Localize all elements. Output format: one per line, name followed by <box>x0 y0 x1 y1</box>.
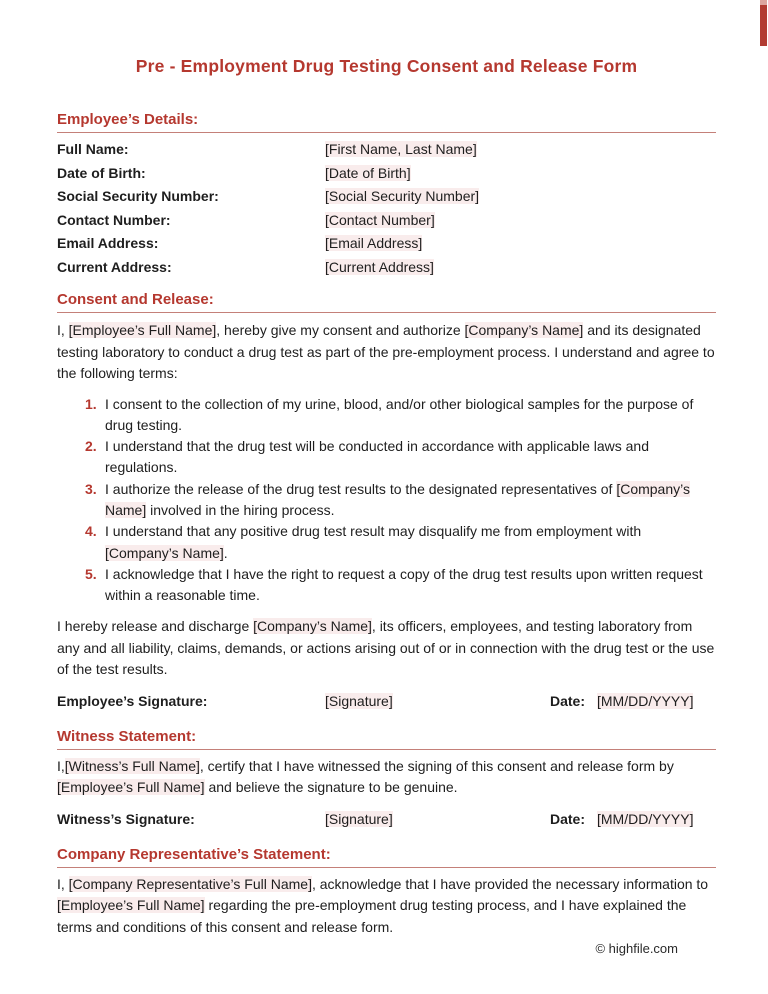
section-heading-employee-details: Employee’s Details: <box>57 111 716 133</box>
detail-row <box>57 256 716 280</box>
inline-placeholder[interactable]: [Company’s Name] <box>105 544 224 561</box>
list-item <box>57 564 716 607</box>
list-item-number: 5. <box>85 565 97 582</box>
field-label: Email Address: <box>57 235 159 251</box>
field-label: Current Address: <box>57 258 172 275</box>
witness-paragraph: I,[Witness’s Full Name], certify that I have witnessed the signing of this consent and release form by [Employee’s Full Name] and believe the signature to be genuine. <box>57 757 674 796</box>
inline-placeholder[interactable]: [Company’s Name] <box>464 322 584 338</box>
consent-intro-paragraph: I, [Employee’s Full Name], hereby give my consent and authorize [Company’s Name] and its designated testing laboratory to conduct a drug test as part of the pre-employment process. I understand and agree to the following terms: <box>57 322 715 381</box>
page-corner-accent-bar <box>760 0 767 46</box>
signature-label: Employee’s Signature: <box>57 692 208 709</box>
field-label: Full Name: <box>57 141 129 157</box>
inline-placeholder[interactable]: [Company’s Name] <box>105 480 690 518</box>
consent-terms-list <box>57 394 716 607</box>
signature-placeholder[interactable]: [Signature] <box>325 810 393 827</box>
release-paragraph: I hereby release and discharge [Company’s Name], its officers, employees, and testing laboratory from any and all liability, claims, demands, or actions arising out of or in connection with the drug test or the use of the test results. <box>57 618 715 678</box>
list-item-number: 2. <box>85 438 97 455</box>
field-label: Social Security Number: <box>57 188 219 204</box>
list-item-number: 4. <box>85 523 97 540</box>
field-label: Contact Number: <box>57 211 171 228</box>
date-label: Date: <box>550 810 586 827</box>
list-item <box>57 479 716 522</box>
section-heading-company-rep: Company Representative’s Statement: <box>57 846 716 868</box>
list-item-text: I understand that any positive drug test result may disqualify me from employment with [Company’s Name]. <box>105 523 642 561</box>
field-value-placeholder[interactable]: [First Name, Last Name] <box>325 141 477 157</box>
signature-placeholder[interactable]: [Signature] <box>325 692 393 709</box>
list-item-text: I authorize the release of the drug test results to the designated representatives of [Company’s Name] involved in the hiring process. <box>105 480 690 518</box>
company-rep-paragraph: I, [Company Representative’s Full Name], acknowledge that I have provided the necessary information to [Employee’s Full Name] regarding the pre-employment drug testing process, and I have explained the terms and conditions of this consent and release form. <box>57 875 709 935</box>
list-item <box>57 436 716 479</box>
inline-placeholder[interactable]: [Employee’s Full Name] <box>57 897 205 914</box>
list-item-number: 3. <box>85 480 97 497</box>
field-value-placeholder[interactable]: [Contact Number] <box>325 211 435 228</box>
list-item-text: I understand that the drug test will be conducted in accordance with applicable laws and regulations. <box>105 438 650 476</box>
page-title: Pre - Employment Drug Testing Consent and Release Form <box>135 56 638 76</box>
field-value-placeholder[interactable]: [Current Address] <box>325 258 434 275</box>
field-label: Date of Birth: <box>57 164 146 181</box>
inline-placeholder[interactable]: [Company Representative’s Full Name] <box>68 875 312 892</box>
inline-placeholder[interactable]: [Company’s Name] <box>253 618 372 635</box>
field-value-placeholder[interactable]: [Date of Birth] <box>325 164 411 181</box>
witness-signature-row <box>57 812 716 827</box>
inline-placeholder[interactable]: [Witness’s Full Name] <box>64 757 200 774</box>
detail-row <box>57 138 716 162</box>
employee-signature-row <box>57 694 716 709</box>
list-item-number: 1. <box>85 395 97 412</box>
detail-row <box>57 209 716 233</box>
detail-row <box>57 232 716 256</box>
inline-placeholder[interactable]: [Employee’s Full Name] <box>57 779 205 796</box>
section-heading-witness: Witness Statement: <box>57 728 716 750</box>
date-label: Date: <box>550 692 586 709</box>
date-placeholder[interactable]: [MM/DD/YYYY] <box>597 692 694 709</box>
detail-row <box>57 185 716 209</box>
inline-placeholder[interactable]: [Employee’s Full Name] <box>68 322 217 338</box>
signature-label: Witness’s Signature: <box>57 810 195 827</box>
field-value-placeholder[interactable]: [Social Security Number] <box>325 188 480 204</box>
field-value-placeholder[interactable]: [Email Address] <box>325 235 423 251</box>
employee-details-table <box>57 138 716 279</box>
date-placeholder[interactable]: [MM/DD/YYYY] <box>597 810 694 827</box>
copyright-footer: © highfile.com <box>595 941 678 956</box>
detail-row <box>57 162 716 186</box>
list-item <box>57 521 716 564</box>
list-item-text: I acknowledge that I have the right to request a copy of the drug test results upon written request within a reasonable time. <box>105 565 703 604</box>
section-heading-consent: Consent and Release: <box>57 291 716 313</box>
list-item <box>57 394 716 437</box>
list-item-text: I consent to the collection of my urine, blood, and/or other biological samples for the purpose of drug testing. <box>105 395 694 433</box>
